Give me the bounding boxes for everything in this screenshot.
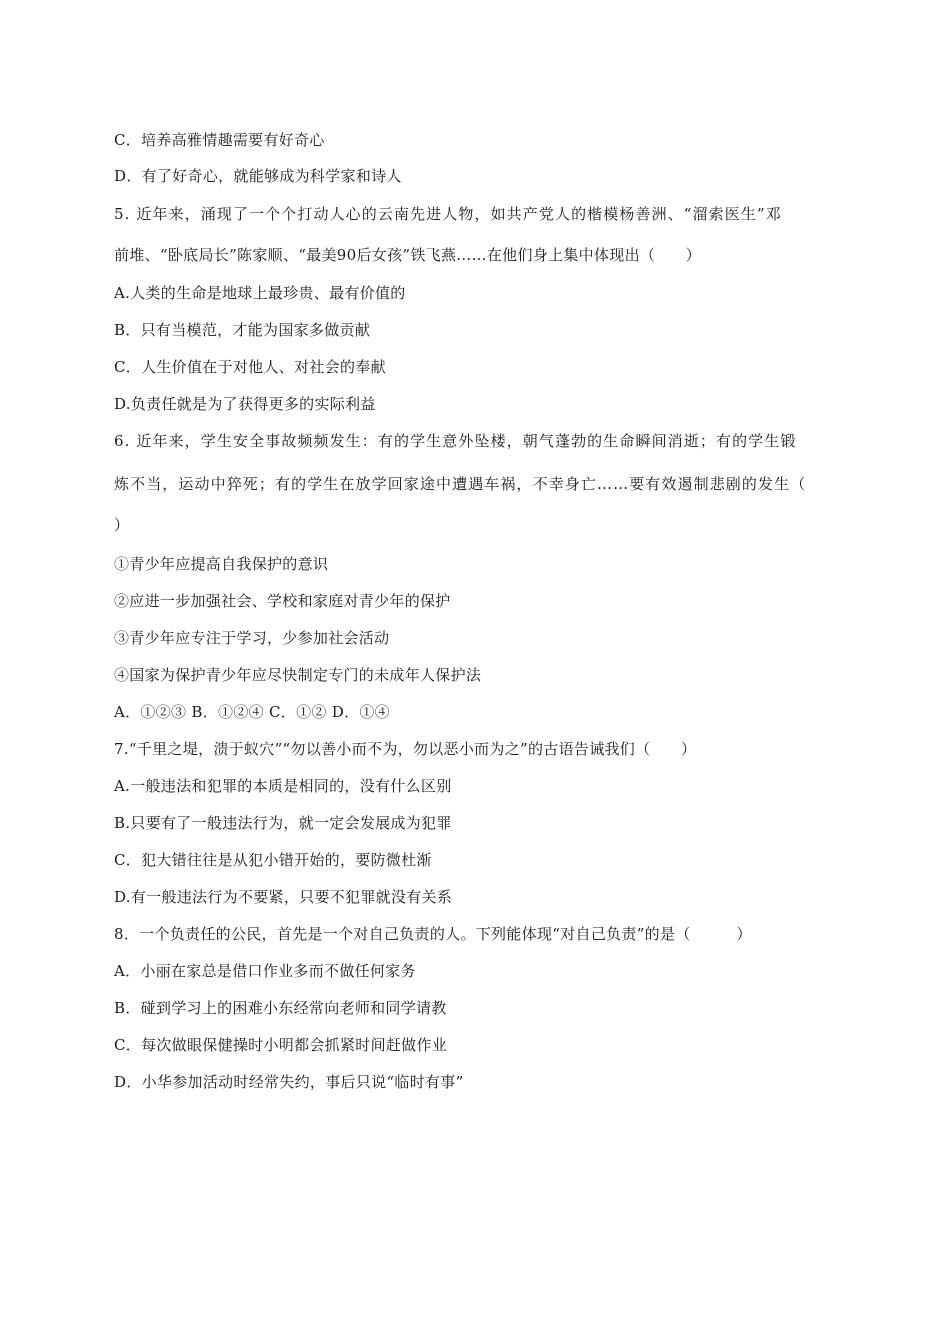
question-5-line-2: 前堆、“卧底局长”陈家顺、“最美90后女孩”铁飞燕……在他们身上集中体现出（ ） <box>114 246 702 264</box>
option-a-q7: A.一般违法和犯罪的本质是相同的，没有什么区别 <box>114 777 452 795</box>
option-b-q7: B.只要有了一般违法行为，就一定会发展成为犯罪 <box>114 814 452 832</box>
question-7: 7.“千里之堤，溃于蚁穴”“勿以善小而不为，勿以恶小而为之”的古语告诫我们（ ） <box>114 740 697 758</box>
question-6-line-3: ） <box>114 516 130 534</box>
question-6-line-1: 6. 近年来，学生安全事故频频发生：有的学生意外坠楼，朝气蓬勃的生命瞬间消逝；有的学生锻 <box>114 432 797 450</box>
question-8: 8．一个负责任的公民，首先是一个对自己负责的人。下列能体现“对自己负责”的是（ ） <box>114 925 752 943</box>
question-5-line-1: 5. 近年来，涌现了一个个打动人心的云南先进人物，如共产党人的楷模杨善洲、“溜索医生”邓 <box>114 205 782 223</box>
option-b-q5: B．只有当模范，才能为国家多做贡献 <box>114 321 371 339</box>
option-a-q8: A．小丽在家总是借口作业多而不做任何家务 <box>114 962 416 980</box>
statement-1-q6: ①青少年应提高自我保护的意识 <box>114 555 329 573</box>
option-c-q8: C．每次做眼保健操时小明都会抓紧时间赶做作业 <box>114 1036 448 1054</box>
option-b-q8: B．碰到学习上的困难小东经常向老师和同学请教 <box>114 999 447 1017</box>
option-a-q5: A.人类的生命是地球上最珍贵、最有价值的 <box>114 284 406 302</box>
option-c-q7: C．犯大错往往是从犯小错开始的，要防微杜渐 <box>114 851 432 869</box>
statement-2-q6: ②应进一步加强社会、学校和家庭对青少年的保护 <box>114 592 451 610</box>
options-q6: A．①②③ B．①②④ C．①② D．①④ <box>114 703 390 721</box>
option-d-q7: D.有一般违法行为不要紧，只要不犯罪就没有关系 <box>114 888 453 906</box>
option-d-q5: D.负责任就是为了获得更多的实际利益 <box>114 395 376 413</box>
statement-3-q6: ③青少年应专注于学习，少参加社会活动 <box>114 629 390 647</box>
option-d-q4: D．有了好奇心，就能够成为科学家和诗人 <box>114 167 402 185</box>
option-d-q8: D．小华参加活动时经常失约，事后只说“临时有事” <box>114 1073 464 1091</box>
option-c-q4: C．培养高雅情趣需要有好奇心 <box>114 131 325 149</box>
option-c-q5: C．人生价值在于对他人、对社会的奉献 <box>114 358 386 376</box>
question-6-line-2: 炼不当，运动中猝死；有的学生在放学回家途中遭遇车祸，不幸身亡……要有效遏制悲剧的发生（ <box>114 475 807 493</box>
statement-4-q6: ④国家为保护青少年应尽快制定专门的未成年人保护法 <box>114 666 482 684</box>
